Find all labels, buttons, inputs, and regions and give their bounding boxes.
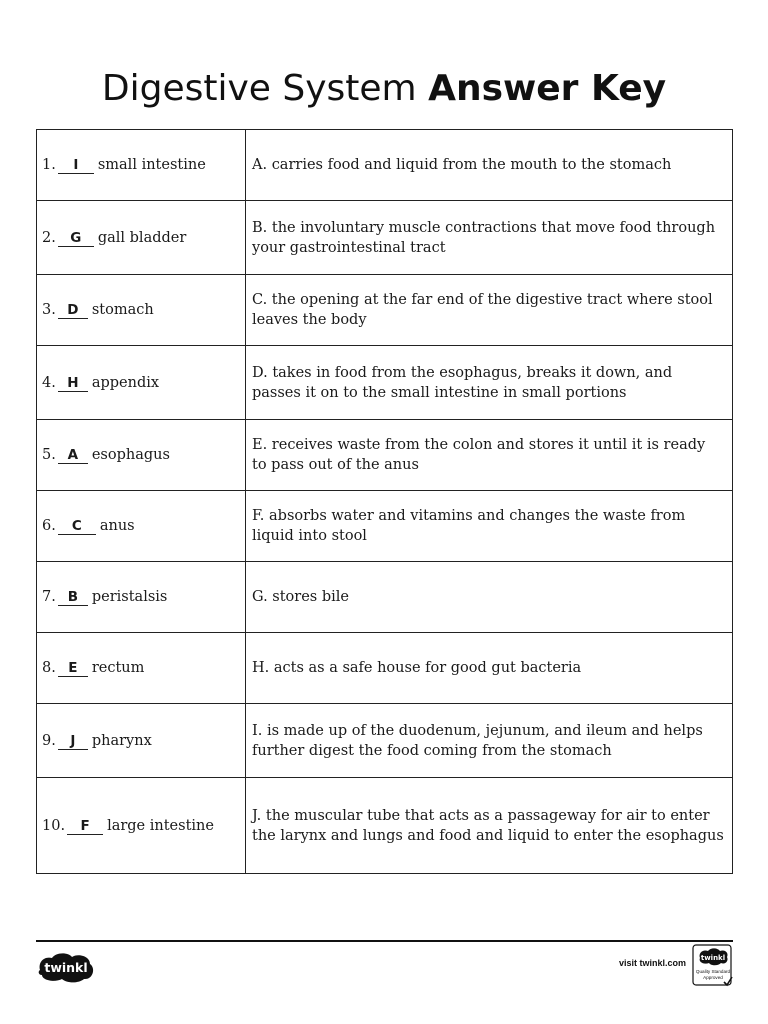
item-number: 7. xyxy=(42,589,56,605)
definition-cell: H. acts as a safe house for good gut bacteria xyxy=(246,633,733,704)
term-label: stomach xyxy=(91,302,154,318)
term-label: gall bladder xyxy=(97,229,187,246)
term-cell xyxy=(37,562,246,633)
term-cell xyxy=(37,201,246,275)
badge-line1: Quality Standard xyxy=(695,969,731,974)
answer-blank: G xyxy=(58,231,94,247)
badge-logo-text: twinkl xyxy=(700,954,726,962)
table-row xyxy=(37,130,733,201)
table-row xyxy=(37,633,733,704)
answer-blank: C xyxy=(58,519,96,535)
item-number: 9. xyxy=(42,732,56,749)
definition-cell: A. carries food and liquid from the mouth to the stomach xyxy=(246,130,733,201)
item-number: 2. xyxy=(42,229,56,246)
term-label: pharynx xyxy=(91,732,152,749)
term-cell xyxy=(37,704,246,778)
term-cell xyxy=(37,130,246,201)
answer-blank: F xyxy=(67,819,103,835)
definition-cell: D. takes in food from the esophagus, breaks it down, and passes it on to the small intestine in small portions xyxy=(246,346,733,420)
term-label: peristalsis xyxy=(91,589,168,605)
table-row xyxy=(37,562,733,633)
item-number: 8. xyxy=(42,660,56,676)
definition-cell: B. the involuntary muscle contractions that move food through your gastrointestinal tract xyxy=(246,201,733,275)
term-cell xyxy=(37,275,246,346)
term-label: small intestine xyxy=(97,157,206,173)
term-label: rectum xyxy=(91,660,145,676)
term-label: large intestine xyxy=(107,817,214,834)
term-cell xyxy=(37,491,246,562)
term-label: appendix xyxy=(91,374,160,391)
term-cell xyxy=(37,633,246,704)
table-row xyxy=(37,275,733,346)
title-regular: Digestive System xyxy=(101,68,417,109)
answer-blank: J xyxy=(58,734,88,750)
definition-cell: I. is made up of the duodenum, jejunum, and ileum and helps further digest the food coming from the stomach xyxy=(246,704,733,778)
quality-badge-icon xyxy=(692,944,734,988)
item-number: 1. xyxy=(42,157,56,173)
item-number: 6. xyxy=(42,518,56,534)
table-row xyxy=(37,420,733,491)
table-row xyxy=(37,778,733,874)
visit-link[interactable]: visit twinkl.com xyxy=(618,958,686,968)
term-cell xyxy=(37,778,246,874)
badge-line2: Approved xyxy=(703,975,723,980)
table-row xyxy=(37,346,733,420)
definition-cell: E. receives waste from the colon and stores it until it is ready to pass out of the anus xyxy=(246,420,733,491)
answer-blank: E xyxy=(58,661,88,677)
definition-cell: C. the opening at the far end of the digestive tract where stool leaves the body xyxy=(246,275,733,346)
item-number: 4. xyxy=(42,374,56,391)
table-row xyxy=(37,201,733,275)
term-label: anus xyxy=(99,518,135,534)
answer-blank: A xyxy=(58,448,88,464)
definition-cell: F. absorbs water and vitamins and changes the waste from liquid into stool xyxy=(246,491,733,562)
table-row xyxy=(37,704,733,778)
item-number: 3. xyxy=(42,302,56,318)
answer-key-table xyxy=(36,129,733,874)
definition-cell: G. stores bile xyxy=(246,562,733,633)
term-cell xyxy=(37,346,246,420)
footer-divider xyxy=(36,940,733,942)
definition-cell: J. the muscular tube that acts as a passageway for air to enter the larynx and lungs and food and liquid to enter the esophagus xyxy=(246,778,733,874)
page-title xyxy=(0,68,768,109)
item-number: 5. xyxy=(42,447,56,463)
item-number: 10. xyxy=(42,817,66,834)
title-bold: Answer Key xyxy=(428,68,667,109)
twinkl-logo[interactable] xyxy=(36,950,96,984)
answer-blank: I xyxy=(58,158,94,174)
term-cell xyxy=(37,420,246,491)
logo-text: twinkl xyxy=(44,960,88,975)
answer-blank: H xyxy=(58,376,88,392)
term-label: esophagus xyxy=(91,447,170,463)
answer-blank: D xyxy=(58,303,88,319)
table-row xyxy=(37,491,733,562)
answer-blank: B xyxy=(58,590,88,606)
